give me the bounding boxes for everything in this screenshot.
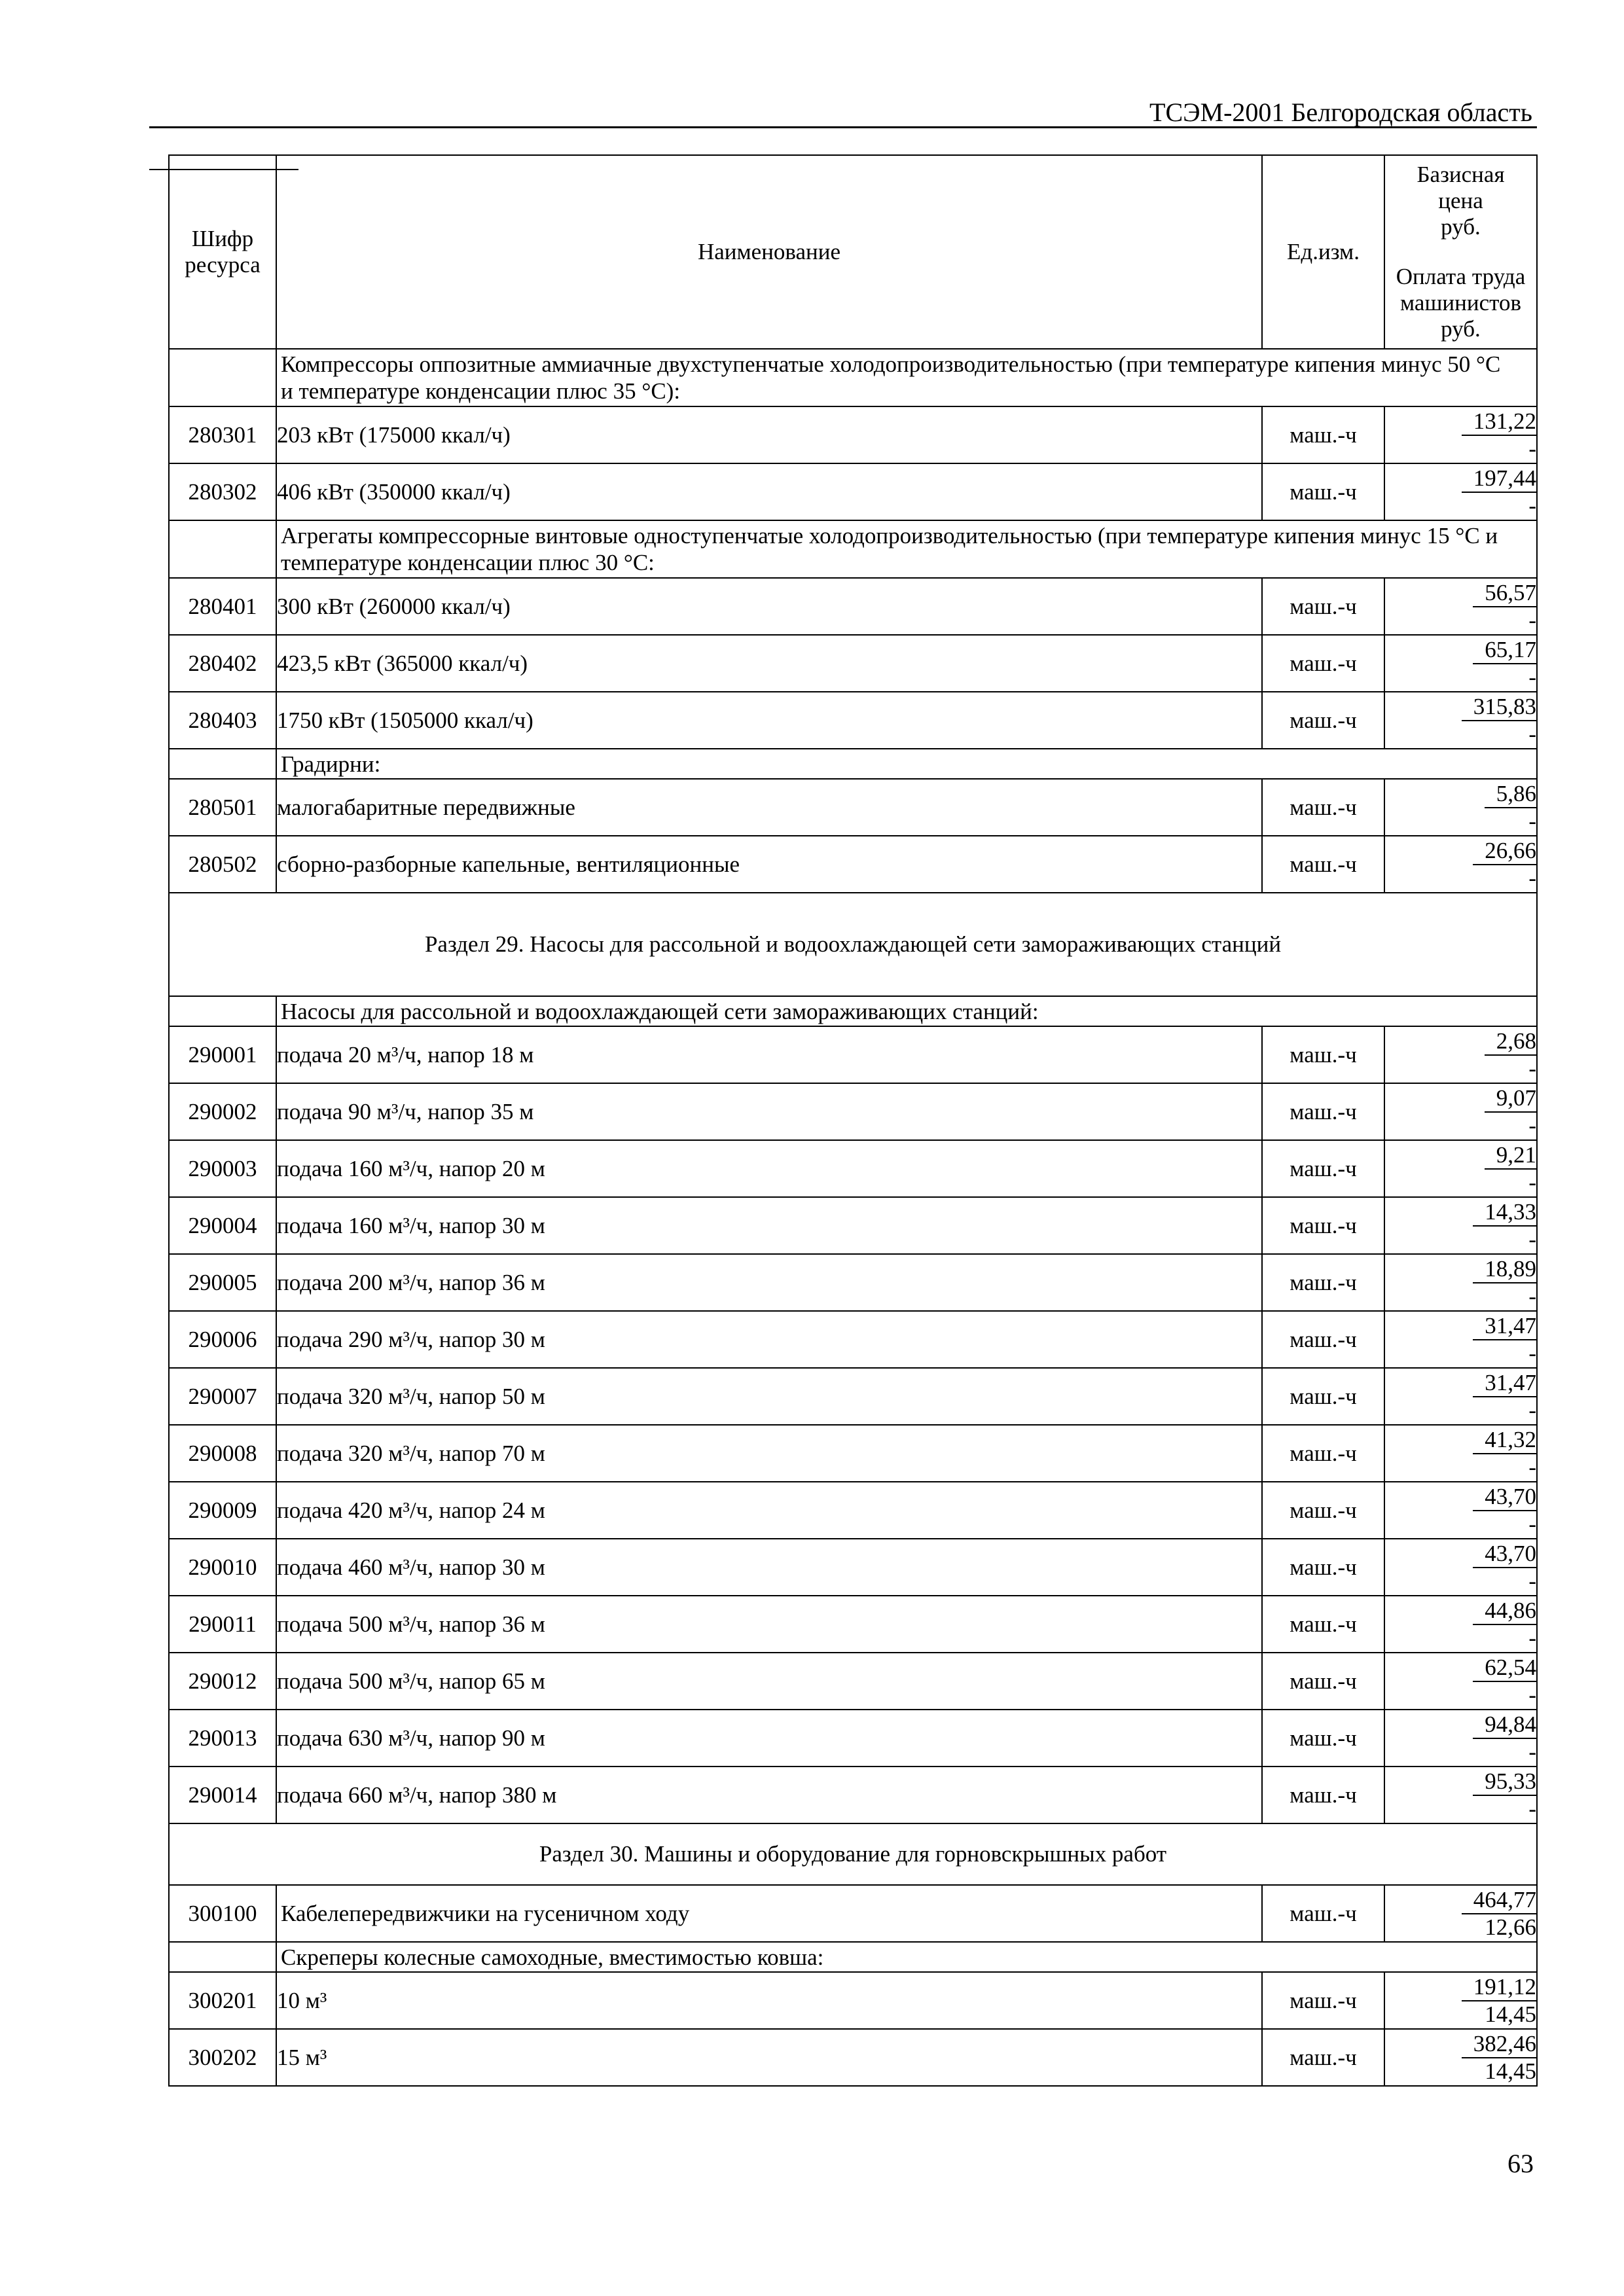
- resource-name: подача 660 м³/ч, напор 380 м: [276, 1767, 1262, 1823]
- table-row: [169, 578, 1537, 635]
- unit: маш.-ч: [1262, 1767, 1384, 1823]
- resource-code: 280403: [169, 692, 276, 749]
- column-header-code: Шифр ресурса: [169, 155, 276, 349]
- resource-code: 280402: [169, 635, 276, 692]
- table-row: [169, 692, 1537, 749]
- table-header-row: [169, 155, 1537, 349]
- base-price: 65,17: [1473, 637, 1536, 664]
- base-price: 191,12: [1462, 1974, 1536, 2001]
- group-code-cell: [169, 349, 276, 406]
- resource-code: 300100: [169, 1885, 276, 1942]
- price-header-line: руб.: [1441, 214, 1481, 240]
- unit: маш.-ч: [1262, 635, 1384, 692]
- resource-code: 290010: [169, 1539, 276, 1596]
- resource-code: 290011: [169, 1596, 276, 1653]
- operator-wage: -: [1528, 607, 1536, 633]
- resource-name: подача 290 м³/ч, напор 30 м: [276, 1311, 1262, 1368]
- resource-code: 290001: [169, 1026, 276, 1083]
- labor-header-line: машинистов: [1400, 290, 1521, 315]
- base-price: 94,84: [1473, 1712, 1536, 1739]
- price-cell: [1384, 2029, 1537, 2086]
- unit: маш.-ч: [1262, 463, 1384, 520]
- base-price: 197,44: [1462, 465, 1536, 493]
- resource-name: сборно-разборные капельные, вентиляционные: [276, 836, 1262, 893]
- base-price: 44,86: [1473, 1598, 1536, 1625]
- resource-name: подача 460 м³/ч, напор 30 м: [276, 1539, 1262, 1596]
- price-cell: [1384, 1653, 1537, 1710]
- operator-wage: 14,45: [1485, 2001, 1536, 2027]
- group-heading-row: [169, 996, 1537, 1026]
- price-cell: [1384, 635, 1537, 692]
- operator-wage: -: [1528, 492, 1536, 518]
- resource-code: 290008: [169, 1425, 276, 1482]
- operator-wage: -: [1528, 1340, 1536, 1366]
- price-cell: [1384, 1425, 1537, 1482]
- resource-code: 280401: [169, 578, 276, 635]
- section-heading-row: [169, 1823, 1537, 1885]
- unit: маш.-ч: [1262, 1140, 1384, 1197]
- unit: маш.-ч: [1262, 578, 1384, 635]
- labor-header-line: Оплата труда: [1396, 264, 1526, 289]
- price-cell: [1384, 779, 1537, 836]
- resource-code: 290012: [169, 1653, 276, 1710]
- operator-wage: -: [1528, 1624, 1536, 1651]
- base-price: 9,07: [1485, 1085, 1536, 1113]
- group-code-cell: [169, 996, 276, 1026]
- operator-wage: -: [1528, 865, 1536, 891]
- price-cell: [1384, 1083, 1537, 1140]
- resource-code: 280502: [169, 836, 276, 893]
- price-cell: [1384, 692, 1537, 749]
- table-row: [169, 1083, 1537, 1140]
- section-heading: Раздел 29. Насосы для рассольной и водоохлаждающей сети замораживающих станций: [169, 893, 1537, 996]
- table-row: [169, 1254, 1537, 1311]
- operator-wage: 12,66: [1485, 1914, 1536, 1940]
- resource-name: подача 200 м³/ч, напор 36 м: [276, 1254, 1262, 1311]
- base-price: 131,22: [1462, 408, 1536, 436]
- price-cell: [1384, 1482, 1537, 1539]
- unit: маш.-ч: [1262, 1425, 1384, 1482]
- price-cell: [1384, 463, 1537, 520]
- resource-code: 290003: [169, 1140, 276, 1197]
- operator-wage: -: [1528, 1795, 1536, 1821]
- resource-code: 290014: [169, 1767, 276, 1823]
- column-header-price: [1384, 155, 1537, 349]
- operator-wage: -: [1528, 1283, 1536, 1309]
- resource-price-table: [168, 154, 1538, 2087]
- table-body: [169, 349, 1537, 2086]
- operator-wage: -: [1528, 1511, 1536, 1537]
- unit: маш.-ч: [1262, 1710, 1384, 1767]
- operator-wage: -: [1528, 435, 1536, 461]
- resource-name: подача 20 м³/ч, напор 18 м: [276, 1026, 1262, 1083]
- column-header-unit: Ед.изм.: [1262, 155, 1384, 349]
- resource-name: 300 кВт (260000 ккал/ч): [276, 578, 1262, 635]
- unit: маш.-ч: [1262, 1972, 1384, 2029]
- table-row: [169, 2029, 1537, 2086]
- unit: маш.-ч: [1262, 1254, 1384, 1311]
- group-heading: Компрессоры оппозитные аммиачные двухступенчатые холодопроизводительностью (при температуре кипения минус 50 °С и температуре конденсации плюс 35 °С):: [276, 349, 1537, 406]
- resource-code: 290005: [169, 1254, 276, 1311]
- group-code-cell: [169, 1942, 276, 1972]
- table-row: [169, 1140, 1537, 1197]
- table-row: [169, 1539, 1537, 1596]
- price-cell: [1384, 1140, 1537, 1197]
- group-heading: Агрегаты компрессорные винтовые одноступенчатые холодопроизводительностью (при температуре кипения минус 15 °С и температуре конденсации плюс 30 °С:: [276, 520, 1537, 578]
- resource-name: подача 500 м³/ч, напор 36 м: [276, 1596, 1262, 1653]
- price-cell: [1384, 1972, 1537, 2029]
- operator-wage: -: [1528, 1112, 1536, 1138]
- group-heading: Градирни:: [276, 749, 1537, 779]
- price-cell: [1384, 1368, 1537, 1425]
- unit: маш.-ч: [1262, 1885, 1384, 1942]
- price-header-line: Базисная: [1416, 162, 1505, 187]
- base-price: 2,68: [1485, 1028, 1536, 1056]
- table-row: [169, 836, 1537, 893]
- resource-name: Кабелепередвижчики на гусеничном ходу: [276, 1885, 1262, 1942]
- price-cell: [1384, 1885, 1537, 1942]
- table-row: [169, 1885, 1537, 1942]
- unit: маш.-ч: [1262, 779, 1384, 836]
- price-header-line: цена: [1438, 188, 1483, 213]
- base-price: 41,32: [1473, 1427, 1536, 1454]
- base-price: 56,57: [1473, 580, 1536, 607]
- price-cell: [1384, 1767, 1537, 1823]
- operator-wage: -: [1528, 1169, 1536, 1195]
- base-price: 62,54: [1473, 1655, 1536, 1682]
- resource-code: 290007: [169, 1368, 276, 1425]
- base-price: 9,21: [1485, 1142, 1536, 1170]
- resource-name: 15 м³: [276, 2029, 1262, 2086]
- price-cell: [1384, 1539, 1537, 1596]
- resource-code: 300201: [169, 1972, 276, 2029]
- unit: маш.-ч: [1262, 1026, 1384, 1083]
- table-row: [169, 463, 1537, 520]
- table-row: [169, 1653, 1537, 1710]
- running-header: ТСЭМ-2001 Белгородская область: [1149, 98, 1532, 127]
- price-cell: [1384, 836, 1537, 893]
- resource-name: подача 160 м³/ч, напор 20 м: [276, 1140, 1262, 1197]
- unit: маш.-ч: [1262, 836, 1384, 893]
- page-number: 63: [1507, 2149, 1534, 2178]
- header-rule: [149, 126, 1537, 128]
- unit: маш.-ч: [1262, 1083, 1384, 1140]
- column-header-name: Наименование: [276, 155, 1262, 349]
- operator-wage: -: [1528, 721, 1536, 747]
- resource-code: 280501: [169, 779, 276, 836]
- resource-code: 290006: [169, 1311, 276, 1368]
- operator-wage: -: [1528, 1055, 1536, 1081]
- table-row: [169, 1368, 1537, 1425]
- group-heading-row: [169, 349, 1537, 406]
- group-heading-row: [169, 520, 1537, 578]
- unit: маш.-ч: [1262, 406, 1384, 463]
- operator-wage: -: [1528, 1454, 1536, 1480]
- table-row: [169, 1026, 1537, 1083]
- operator-wage: -: [1528, 1397, 1536, 1423]
- table-row: [169, 1197, 1537, 1254]
- price-cell: [1384, 578, 1537, 635]
- labor-header-line: руб.: [1441, 316, 1481, 342]
- operator-wage: 14,45: [1485, 2058, 1536, 2084]
- unit: маш.-ч: [1262, 1539, 1384, 1596]
- base-price: 18,89: [1473, 1256, 1536, 1283]
- resource-code: 280302: [169, 463, 276, 520]
- resource-code: 290002: [169, 1083, 276, 1140]
- table-row: [169, 1596, 1537, 1653]
- price-cell: [1384, 1197, 1537, 1254]
- section-heading: Раздел 30. Машины и оборудование для горновскрышных работ: [169, 1823, 1537, 1885]
- table-row: [169, 779, 1537, 836]
- resource-name: подача 630 м³/ч, напор 90 м: [276, 1710, 1262, 1767]
- group-heading-row: [169, 749, 1537, 779]
- group-code-cell: [169, 520, 276, 578]
- base-price: 43,70: [1473, 1484, 1536, 1511]
- resource-name: подача 500 м³/ч, напор 65 м: [276, 1653, 1262, 1710]
- resource-name: 406 кВт (350000 ккал/ч): [276, 463, 1262, 520]
- resource-name: подача 420 м³/ч, напор 24 м: [276, 1482, 1262, 1539]
- operator-wage: -: [1528, 664, 1536, 690]
- operator-wage: -: [1528, 1568, 1536, 1594]
- table-row: [169, 1972, 1537, 2029]
- resource-code: 290004: [169, 1197, 276, 1254]
- unit: маш.-ч: [1262, 1197, 1384, 1254]
- group-code-cell: [169, 749, 276, 779]
- unit: маш.-ч: [1262, 692, 1384, 749]
- group-heading: Насосы для рассольной и водоохлаждающей сети замораживающих станций:: [276, 996, 1537, 1026]
- resource-code: 300202: [169, 2029, 276, 2086]
- price-cell: [1384, 1596, 1537, 1653]
- resource-code: 280301: [169, 406, 276, 463]
- unit: маш.-ч: [1262, 2029, 1384, 2086]
- base-price: 5,86: [1485, 781, 1536, 808]
- unit: маш.-ч: [1262, 1596, 1384, 1653]
- section-heading-row: [169, 893, 1537, 996]
- resource-name: подача 320 м³/ч, напор 70 м: [276, 1425, 1262, 1482]
- base-price: 31,47: [1473, 1370, 1536, 1397]
- unit: маш.-ч: [1262, 1311, 1384, 1368]
- table-row: [169, 406, 1537, 463]
- base-price: 26,66: [1473, 838, 1536, 865]
- operator-wage: -: [1528, 808, 1536, 834]
- resource-name: 203 кВт (175000 ккал/ч): [276, 406, 1262, 463]
- table-row: [169, 1710, 1537, 1767]
- base-price: 95,33: [1473, 1768, 1536, 1796]
- base-price: 31,47: [1473, 1313, 1536, 1340]
- price-cell: [1384, 1710, 1537, 1767]
- price-cell: [1384, 1254, 1537, 1311]
- unit: маш.-ч: [1262, 1482, 1384, 1539]
- operator-wage: -: [1528, 1681, 1536, 1708]
- resource-name: подача 320 м³/ч, напор 50 м: [276, 1368, 1262, 1425]
- base-price: 14,33: [1473, 1199, 1536, 1227]
- table-row: [169, 1482, 1537, 1539]
- group-heading: Скреперы колесные самоходные, вместимостью ковша:: [276, 1942, 1537, 1972]
- base-price: 315,83: [1462, 694, 1536, 721]
- resource-name: 1750 кВт (1505000 ккал/ч): [276, 692, 1262, 749]
- table-row: [169, 1425, 1537, 1482]
- base-price: 43,70: [1473, 1541, 1536, 1568]
- price-cell: [1384, 1026, 1537, 1083]
- resource-name: подача 160 м³/ч, напор 30 м: [276, 1197, 1262, 1254]
- unit: маш.-ч: [1262, 1368, 1384, 1425]
- resource-name: подача 90 м³/ч, напор 35 м: [276, 1083, 1262, 1140]
- resource-name: малогабаритные передвижные: [276, 779, 1262, 836]
- resource-code: 290013: [169, 1710, 276, 1767]
- resource-name: 423,5 кВт (365000 ккал/ч): [276, 635, 1262, 692]
- resource-code: 290009: [169, 1482, 276, 1539]
- group-heading-row: [169, 1942, 1537, 1972]
- table-row: [169, 1767, 1537, 1823]
- operator-wage: -: [1528, 1738, 1536, 1765]
- unit: маш.-ч: [1262, 1653, 1384, 1710]
- table-row: [169, 635, 1537, 692]
- table-row: [169, 1311, 1537, 1368]
- operator-wage: -: [1528, 1226, 1536, 1252]
- resource-name: 10 м³: [276, 1972, 1262, 2029]
- base-price: 382,46: [1462, 2031, 1536, 2058]
- price-cell: [1384, 1311, 1537, 1368]
- price-cell: [1384, 406, 1537, 463]
- base-price: 464,77: [1462, 1887, 1536, 1914]
